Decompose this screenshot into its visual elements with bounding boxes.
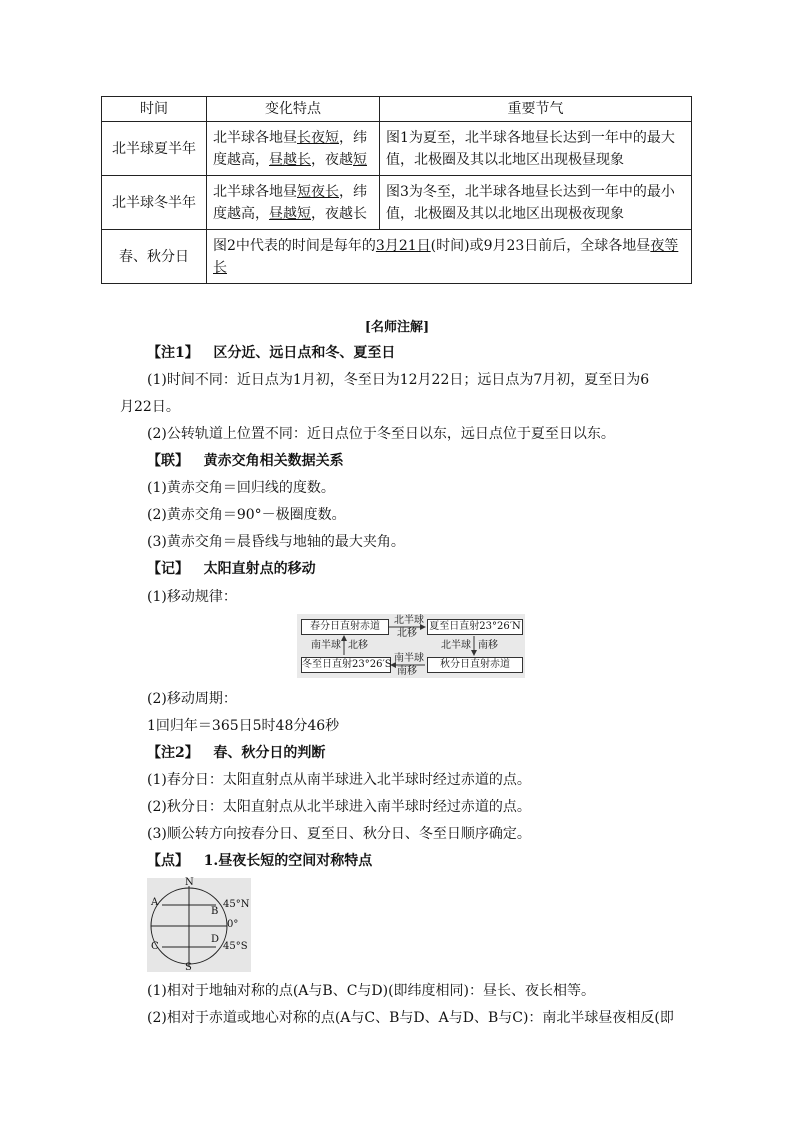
- ji-heading: 【记】 太阳直射点的移动: [147, 561, 316, 577]
- header-time: 时间: [102, 97, 207, 122]
- globe-lat-45s: 45°S: [223, 941, 248, 952]
- label-top-a: 北半球: [394, 615, 424, 626]
- globe-n: N: [185, 877, 194, 888]
- box-spring-equinox: 春分日直射赤道: [301, 619, 389, 635]
- table-row: [102, 230, 692, 284]
- season-table: [101, 96, 692, 284]
- label-top-b: 北移: [397, 628, 417, 639]
- globe-diagram: [147, 878, 251, 972]
- globe-b: B: [211, 906, 219, 917]
- label-right-a: 北半球: [441, 640, 471, 651]
- globe-lat-45n: 45°N: [223, 899, 250, 910]
- row-term: 图3为冬至，北半球各地昼长达到一年中的最小值，北极圈及其以北地区出现极夜现象: [380, 176, 692, 230]
- table-row: [102, 122, 692, 176]
- label-bot-a: 南半球: [394, 653, 424, 664]
- label-left-b: 北移: [348, 640, 368, 651]
- final-p2: (2)相对于赤道或地心对称的点(A与C、B与D、A与D、B与C)：南北半球昼夜相反(即: [147, 1010, 674, 1026]
- globe-d: D: [211, 934, 220, 945]
- label-left-a: 南半球: [311, 640, 341, 651]
- note1-p1: (1)时间不同：近日点为1月初，冬至日为12月22日；远日点为7月初，夏至日为6: [147, 372, 650, 388]
- header-term: 重要节气: [380, 97, 692, 122]
- lian-item: (2)黄赤交角＝90°－极圈度数。: [147, 507, 346, 523]
- row-period: 春、秋分日: [102, 230, 207, 284]
- globe-a: A: [151, 897, 159, 908]
- note2-item: (1)春分日：太阳直射点从南半球进入北半球时经过赤道的点。: [147, 772, 531, 788]
- box-summer-solstice: 夏至日直射23°26′N: [427, 619, 523, 635]
- ji-item3: 1回归年＝365日5时48分46秒: [147, 718, 340, 734]
- row-feature: 北半球各地昼长夜短，纬度越高，昼越长，夜越短: [207, 122, 380, 176]
- note2-item: (3)顺公转方向按春分日、夏至日、秋分日、冬至日顺序确定。: [147, 826, 531, 842]
- section-title: [名师注解]: [364, 320, 430, 335]
- note1-p1-cont: 月22日。: [120, 399, 180, 415]
- lian-item: (1)黄赤交角＝回归线的度数。: [147, 480, 335, 496]
- table-row: [102, 176, 692, 230]
- note2-heading: 【注2】 春、秋分日的判断: [147, 745, 326, 761]
- note1-heading: 【注1】 区分近、远日点和冬、夏至日: [147, 345, 396, 361]
- dian-heading: 【点】 1.昼夜长短的空间对称特点: [147, 853, 373, 869]
- globe-s: S: [185, 962, 192, 973]
- globe-c: C: [151, 941, 159, 952]
- row-term: 图2中代表的时间是每年的3月21日(时间)或9月23日前后，全球各地昼夜等长: [207, 230, 692, 284]
- ji-item2: (2)移动周期：: [147, 691, 237, 707]
- note1-p2: (2)公转轨道上位置不同：近日点位于冬至日以东，远日点位于夏至日以东。: [147, 426, 615, 442]
- row-period: 北半球冬半年: [102, 176, 207, 230]
- row-feature: 北半球各地昼短夜长，纬度越高，昼越短，夜越长: [207, 176, 380, 230]
- label-bot-b: 南移: [397, 666, 417, 677]
- final-p1: (1)相对于地轴对称的点(A与B、C与D)(即纬度相同)：昼长、夜长相等。: [147, 983, 596, 999]
- solar-migration-diagram: [297, 614, 525, 678]
- note2-item: (2)秋分日：太阳直射点从北半球进入南半球时经过赤道的点。: [147, 799, 531, 815]
- box-winter-solstice: 冬至日直射23°26′S: [301, 657, 391, 673]
- row-term: 图1为夏至，北半球各地昼长达到一年中的最大值，北极圈及其以北地区出现极昼现象: [380, 122, 692, 176]
- ji-item1: (1)移动规律：: [147, 589, 237, 605]
- globe-lat-0: 0°: [227, 919, 239, 930]
- row-period: 北半球夏半年: [102, 122, 207, 176]
- box-autumn-equinox: 秋分日直射赤道: [427, 657, 523, 673]
- lian-heading: 【联】 黄赤交角相关数据关系: [147, 453, 344, 469]
- table-header-row: [102, 97, 692, 122]
- label-right-b: 南移: [478, 640, 498, 651]
- header-feature: 变化特点: [207, 97, 380, 122]
- lian-item: (3)黄赤交角＝晨昏线与地轴的最大夹角。: [147, 534, 405, 550]
